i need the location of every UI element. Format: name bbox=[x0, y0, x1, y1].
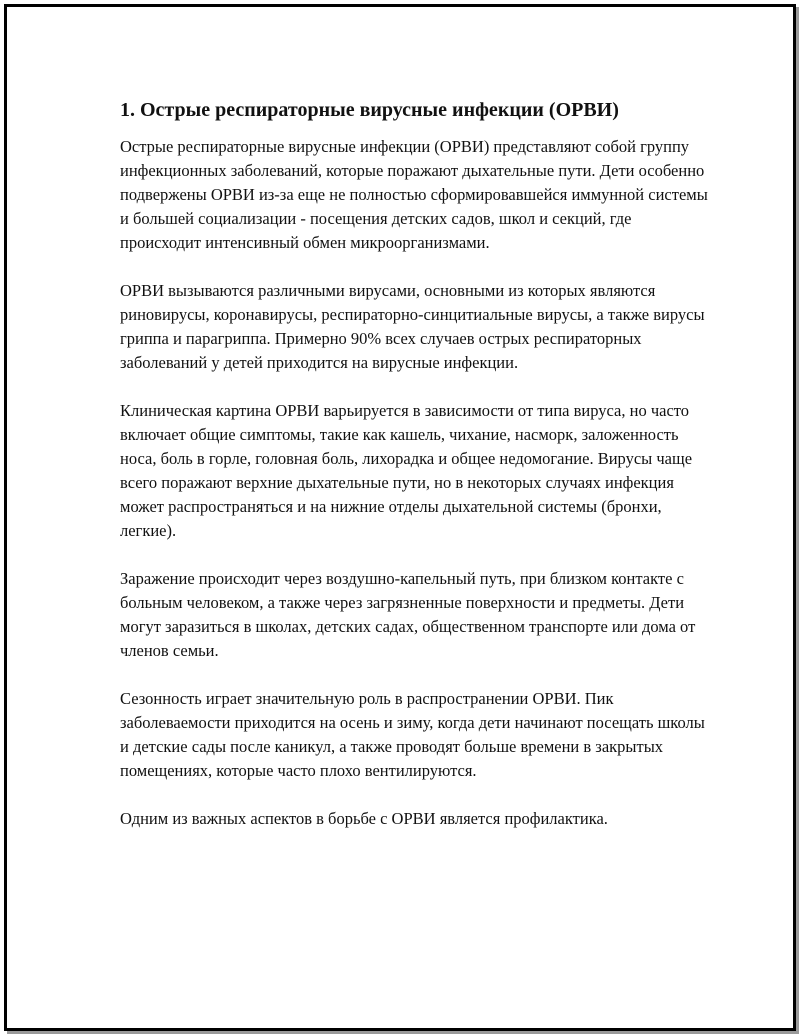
paragraph-symptoms: Клиническая картина ОРВИ варьируется в зависимости от типа вируса, но часто включает общие симптомы, такие как кашель, чихание, насморк, заложенность носа, боль в горле, головная боль, лихорадка и общее недомогание. Вирусы чаще всего поражают верхние дыхательные пути, но в некоторых случаях инфекция может распространяться и на нижние отделы дыхательной системы (бронхи, легкие). bbox=[120, 401, 693, 540]
paragraph-intro: Острые респираторные вирусные инфекции (ОРВИ) представляют собой группу инфекционных заболеваний, которые поражают дыхательные пути. Дети особенно подвержены ОРВИ из-за еще не полностью сформировавшейся иммунной системы и большей социализации - посещения детских садов, школ и секций, где происходит интенсивный обмен микроорганизмами. bbox=[120, 137, 708, 252]
document-body bbox=[120, 97, 710, 831]
page-frame bbox=[4, 4, 796, 1031]
section-heading: 1. Острые респираторные вирусные инфекции (ОРВИ) bbox=[120, 99, 619, 121]
paragraph-causes: ОРВИ вызываются различными вирусами, основными из которых являются риновирусы, коронавирусы, респираторно-синцитиальные вирусы, а также вирусы гриппа и парагриппа. Примерно 90% всех случаев острых респираторных заболеваний у детей приходится на вирусные инфекции. bbox=[120, 281, 705, 372]
paragraph-prevention: Одним из важных аспектов в борьбе с ОРВИ является профилактика. bbox=[120, 809, 608, 828]
paragraph-seasonality: Сезонность играет значительную роль в распространении ОРВИ. Пик заболеваемости приходится на осень и зиму, когда дети начинают посещать школы и детские сады после каникул, а также проводят больше времени в закрытых помещениях, которые часто плохо вентилируются. bbox=[120, 689, 705, 780]
paragraph-transmission: Заражение происходит через воздушно-капельный путь, при близком контакте с больным человеком, а также через загрязненные поверхности и предметы. Дети могут заразиться в школах, детских садах, общественном транспорте или дома от членов семьи. bbox=[120, 569, 696, 660]
